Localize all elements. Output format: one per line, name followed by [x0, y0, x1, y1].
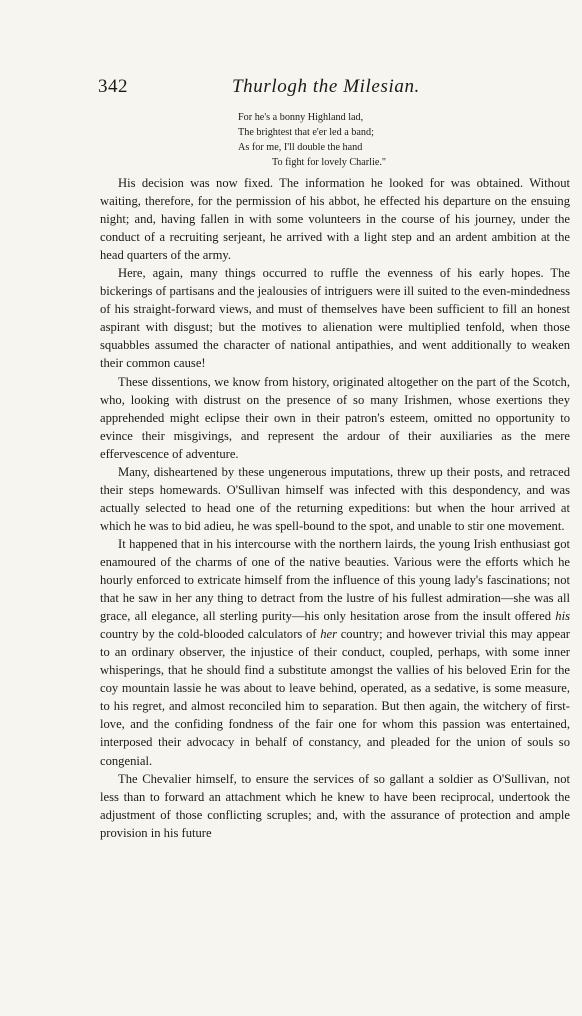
paragraph: His decision was now fixed. The information he looked for was obtained. Without waiting, therefore, for the permission of his abbot, he effected his departure on the ensuing night; and, having fallen in with some volunteers in the course of his journey, under the conduct of a recruiting serjeant, he arrived with a light step and an ardent ambition at the head quarters of the army.: [100, 176, 570, 263]
verse-quotation: [238, 110, 386, 170]
verse-line: To fight for lovely Charlie.": [272, 157, 387, 168]
page-number: 342: [98, 76, 128, 97]
paragraph: [100, 535, 570, 770]
paragraph-text: It happened that in his intercourse with the northern lairds, the young Irish enthusiast got enamoured of the charms of one of the native beauties. Various were the efforts which he hourly enforced to extricate himself from the influence of this young lady's fascinations; not that he saw in her any thing to detract from the lustre of his fullest admiration—she was all grace, all elegance, all sterling purity—his only hesitation arose from the insult offered: [100, 536, 570, 624]
emphasis-text: her: [320, 627, 337, 642]
body-text: [100, 174, 570, 842]
emphasis-text: his: [555, 609, 570, 624]
running-title: Thurlogh the Milesian.: [232, 76, 420, 97]
verse-line: The brightest that e'er led a band;: [238, 127, 374, 138]
page-header: [0, 76, 582, 102]
paragraph-text: country; and however trivial this may appear to an ordinary observer, the injustice of their conduct, coupled, perhaps, with some inner whisperings, that he should find a substitute amongst the vallies of his beloved Erin for the coy mountain lassie he was about to leave behind, operated, as a sedative, is some measure, to his regret, and almost reconciled him to separation. But then again, the witchery of first-love, and the confiding fondness of the fair one for whom this passion was entertained, interposed their advocacy in behalf of constancy, and pleaded for the union of souls so congenial.: [100, 627, 570, 768]
paragraph: The Chevalier himself, to ensure the services of so gallant a soldier as O'Sullivan, not less than to forward an attachment which he knew to have been reciprocal, undertook the adjustment of those conflicting scruples; and, with the assurance of protection and ample provision in his future: [100, 771, 570, 840]
paragraph: Many, disheartened by these ungenerous imputations, threw up their posts, and retraced their steps homewards. O'Sullivan himself was infected with this despondency, and was actually selected to head one of the returning expeditions: but when the hour arrived at which he was to bid adieu, he was spell-bound to the spot, and unable to stir one movement.: [100, 464, 570, 533]
paragraph: These dissentions, we know from history, originated altogether on the part of the Scotch, who, looking with distrust on the presence of so many Irishmen, whose exertions they apprehended might eclipse their own in their patron's esteem, omitted no opportunity to evince their misgivings, and represent the ardour of their auxiliaries as the mere effervescence of adventure.: [100, 374, 570, 461]
verse-line: For he's a bonny Highland lad,: [238, 112, 364, 123]
paragraph: Here, again, many things occurred to ruffle the evenness of his early hopes. The bickerings of partisans and the jealousies of intriguers were ill suited to the even-mindedness of his straight-forward views, and must of themselves have been sufficient to fill an honest aspirant with disgust; but the motives to alienation were multiplied tenfold, when those squabbles assumed the character of national antipathies, and went additionally to weaken their common cause!: [100, 266, 570, 371]
paragraph-text: country by the cold-blooded calculators of: [100, 627, 321, 642]
verse-line: As for me, I'll double the hand: [238, 142, 363, 153]
